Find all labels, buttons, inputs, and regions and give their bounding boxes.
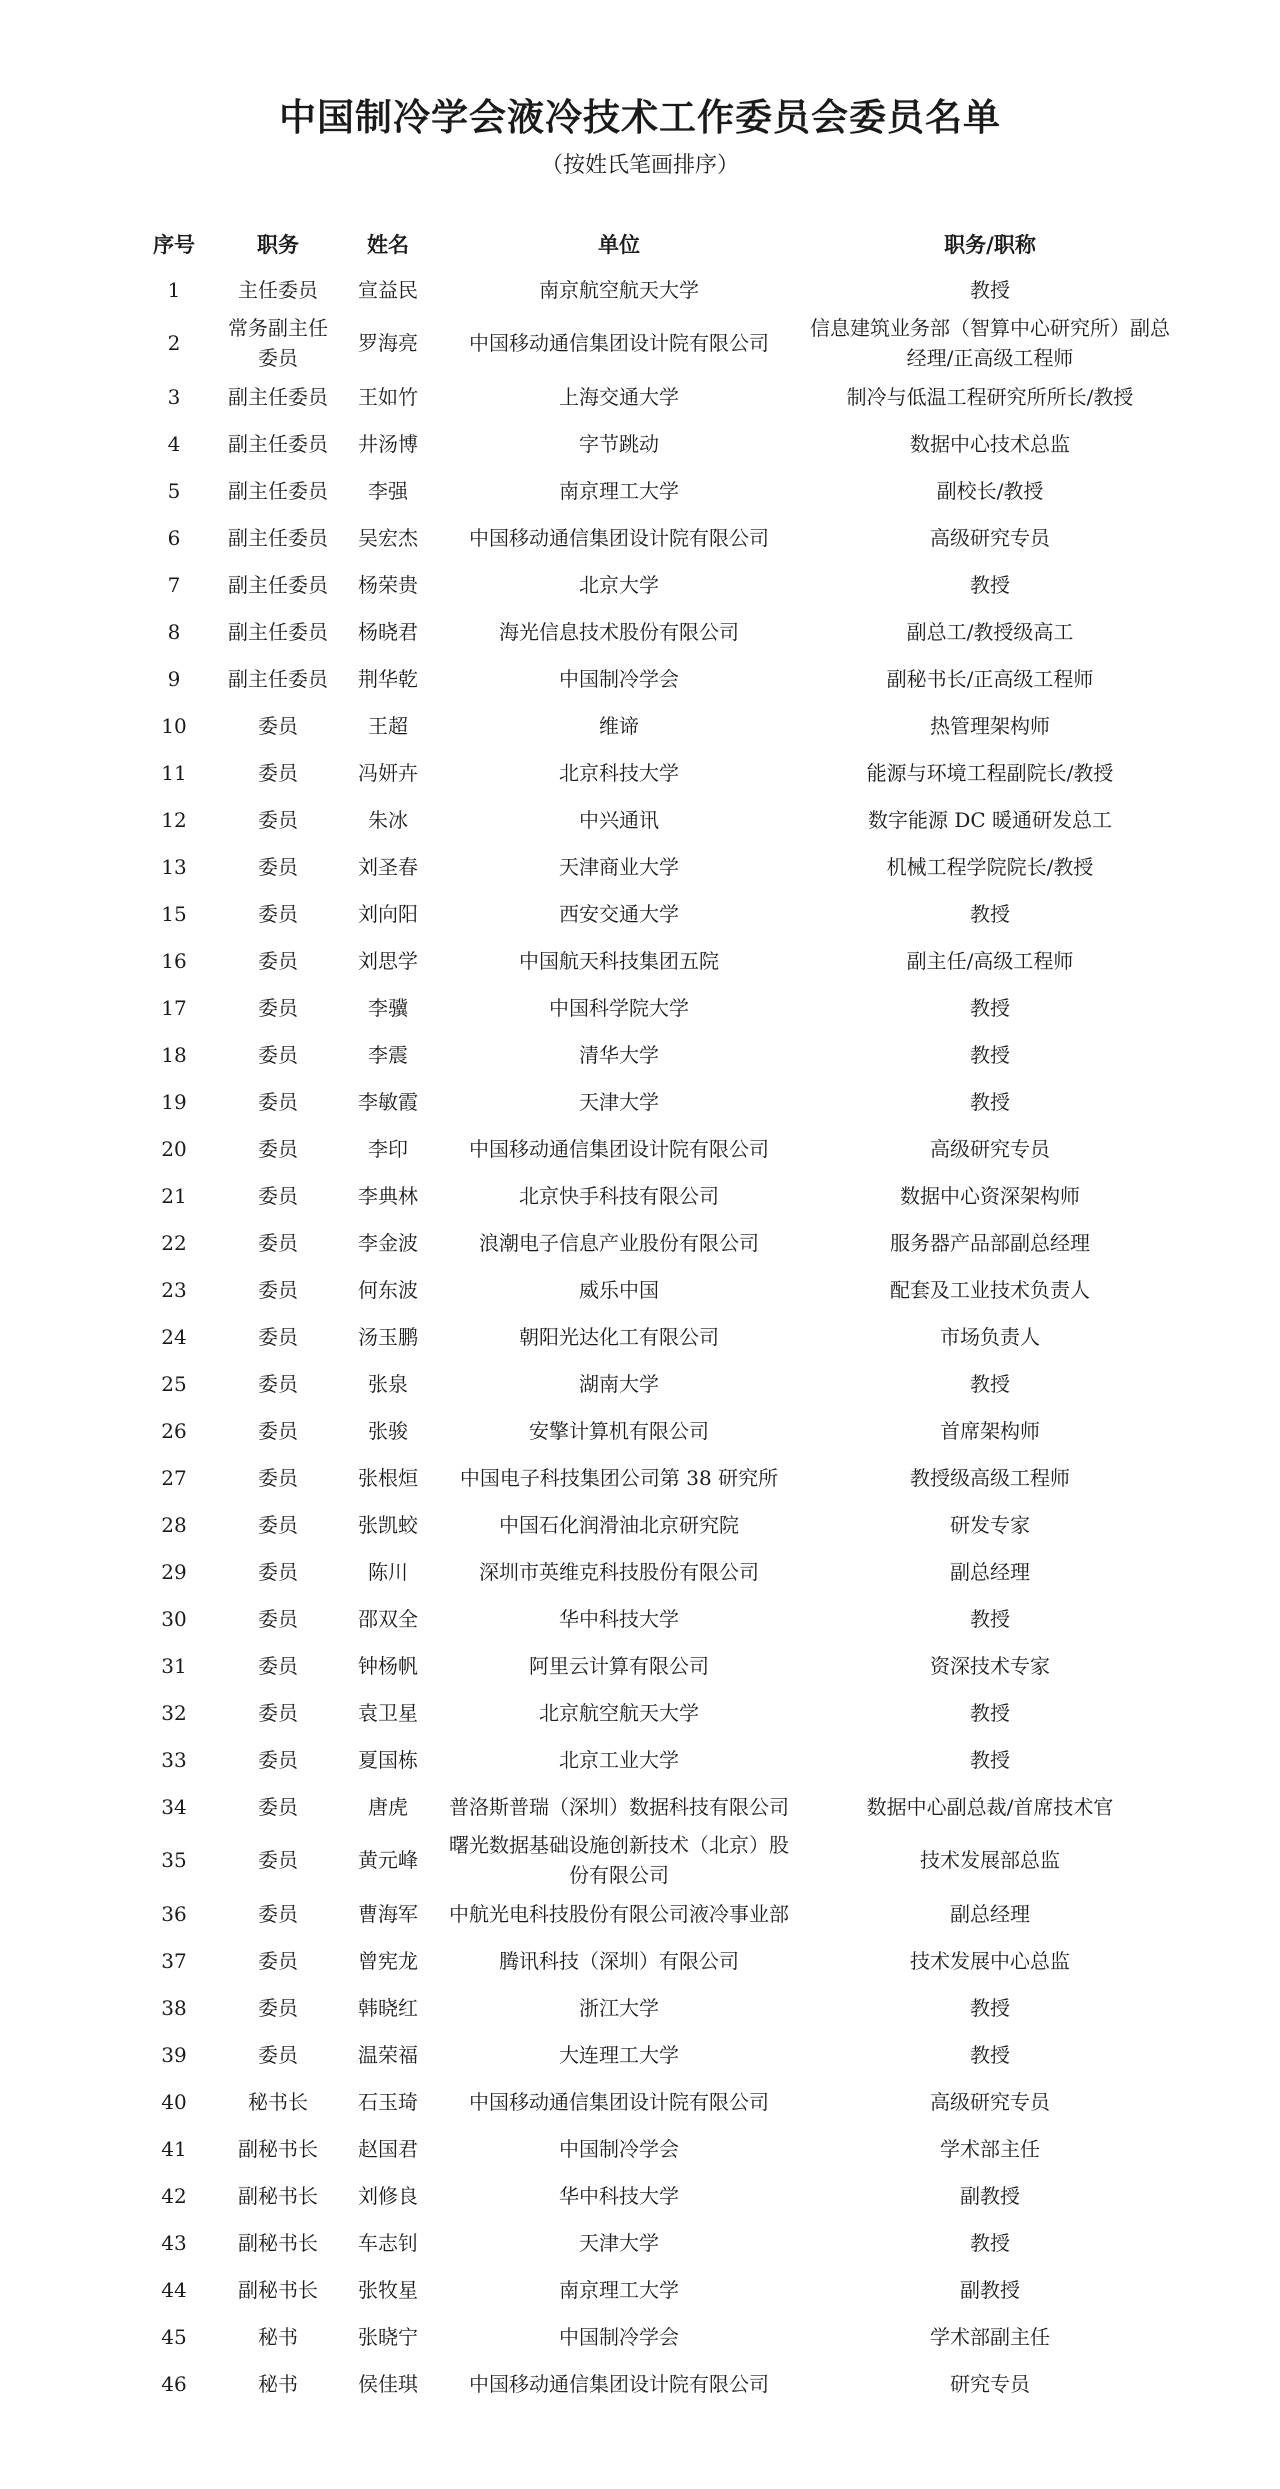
cell-job-title: 高级研究专员 xyxy=(930,2089,1050,2114)
cell-number: 17 xyxy=(161,995,187,1020)
cell-job-title: 信息建筑业务部（智算中心研究所）副总经理/正高级工程师 xyxy=(810,316,1170,370)
cell-organization: 阿里云计算有限公司 xyxy=(529,1653,709,1678)
cell-number: 44 xyxy=(161,2277,187,2302)
table-row xyxy=(130,1548,1180,1595)
cell-job-title: 副教授 xyxy=(960,2183,1020,2208)
cell-job-title: 技术发展中心总监 xyxy=(910,1948,1070,1973)
cell-name: 侯佳琪 xyxy=(358,2371,418,2396)
cell-position: 委员 xyxy=(258,1418,298,1443)
cell-position: 副主任委员 xyxy=(228,619,328,644)
cell-number: 42 xyxy=(161,2183,187,2208)
cell-number: 27 xyxy=(161,1465,187,1490)
table-row xyxy=(130,1595,1180,1642)
table-row xyxy=(130,1219,1180,1266)
cell-name: 何东波 xyxy=(358,1277,418,1302)
table-row xyxy=(130,1890,1180,1937)
cell-job-title: 数字能源 DC 暖通研发总工 xyxy=(867,807,1113,832)
cell-number: 6 xyxy=(167,525,181,550)
table-row xyxy=(130,890,1180,937)
cell-organization: 华中科技大学 xyxy=(559,1606,679,1631)
cell-organization: 中国移动通信集团设计院有限公司 xyxy=(469,331,769,355)
cell-position: 委员 xyxy=(258,1653,298,1678)
cell-job-title: 数据中心副总裁/首席技术官 xyxy=(866,1794,1114,1819)
cell-job-title: 教授 xyxy=(970,901,1010,926)
cell-job-title: 配套及工业技术负责人 xyxy=(890,1277,1090,1302)
cell-organization: 华中科技大学 xyxy=(559,2183,679,2208)
cell-position: 委员 xyxy=(258,2042,298,2067)
cell-organization: 中兴通讯 xyxy=(579,807,659,832)
table-row xyxy=(130,373,1180,420)
member-table xyxy=(130,222,1180,2407)
cell-number: 11 xyxy=(161,760,187,785)
cell-job-title: 教授 xyxy=(970,572,1010,597)
cell-name: 袁卫星 xyxy=(358,1700,418,1725)
cell-name: 李震 xyxy=(368,1042,408,1067)
table-row xyxy=(130,2078,1180,2125)
cell-number: 38 xyxy=(161,1995,187,2020)
cell-name: 温荣福 xyxy=(358,2042,418,2067)
cell-name: 李敏霞 xyxy=(358,1089,418,1114)
cell-organization: 字节跳动 xyxy=(579,431,659,456)
cell-name: 黄元峰 xyxy=(358,1848,418,1872)
cell-job-title: 高级研究专员 xyxy=(930,525,1050,550)
cell-organization: 中国制冷学会 xyxy=(559,2324,679,2349)
cell-position: 委员 xyxy=(258,1948,298,1973)
cell-number: 9 xyxy=(167,666,181,691)
cell-number: 18 xyxy=(161,1042,187,1067)
table-row xyxy=(130,467,1180,514)
table-row xyxy=(130,2360,1180,2407)
column-header-number: 序号 xyxy=(153,232,195,257)
cell-name: 张晓宁 xyxy=(358,2324,418,2349)
cell-name: 邵双全 xyxy=(358,1606,418,1631)
cell-organization: 朝阳光达化工有限公司 xyxy=(519,1324,719,1349)
cell-job-title: 数据中心资深架构师 xyxy=(900,1183,1080,1208)
cell-number: 20 xyxy=(161,1136,187,1161)
cell-organization: 中航光电科技股份有限公司液冷事业部 xyxy=(449,1901,789,1926)
cell-number: 15 xyxy=(161,901,187,926)
cell-number: 24 xyxy=(161,1324,187,1349)
cell-position: 委员 xyxy=(258,1559,298,1584)
cell-position: 副主任委员 xyxy=(228,384,328,409)
cell-job-title: 服务器产品部副总经理 xyxy=(890,1230,1090,1255)
cell-name: 杨晓君 xyxy=(358,619,418,644)
cell-organization: 天津商业大学 xyxy=(559,854,679,879)
cell-organization: 北京大学 xyxy=(579,572,659,597)
cell-position: 委员 xyxy=(258,1136,298,1161)
table-row xyxy=(130,984,1180,1031)
cell-organization: 中国科学院大学 xyxy=(549,995,689,1020)
cell-position: 副秘书长 xyxy=(238,2183,318,2208)
cell-name: 曹海军 xyxy=(358,1901,418,1926)
cell-organization: 浪潮电子信息产业股份有限公司 xyxy=(479,1230,759,1255)
cell-job-title: 研发专家 xyxy=(950,1512,1030,1537)
table-row xyxy=(130,1172,1180,1219)
cell-organization: 天津大学 xyxy=(579,1089,659,1114)
column-header-position: 职务 xyxy=(257,232,299,257)
cell-name: 李金波 xyxy=(358,1230,418,1255)
cell-name: 罗海亮 xyxy=(358,331,418,355)
cell-position: 委员 xyxy=(258,1371,298,1396)
cell-job-title: 教授 xyxy=(970,2230,1010,2255)
cell-number: 1 xyxy=(167,277,181,302)
cell-number: 40 xyxy=(161,2089,187,2114)
cell-organization: 北京科技大学 xyxy=(559,760,679,785)
cell-job-title: 副秘书长/正高级工程师 xyxy=(886,666,1094,691)
table-row xyxy=(130,2219,1180,2266)
cell-organization: 南京理工大学 xyxy=(559,478,679,503)
cell-position: 委员 xyxy=(258,1512,298,1537)
cell-position: 副秘书长 xyxy=(238,2230,318,2255)
cell-job-title: 教授 xyxy=(970,1042,1010,1067)
table-row xyxy=(130,1984,1180,2031)
cell-position: 委员 xyxy=(258,807,298,832)
cell-organization: 腾讯科技（深圳）有限公司 xyxy=(499,1948,739,1973)
cell-organization: 大连理工大学 xyxy=(559,2042,679,2067)
cell-name: 李印 xyxy=(368,1136,408,1161)
cell-job-title: 教授 xyxy=(970,1089,1010,1114)
cell-name: 王超 xyxy=(368,713,408,738)
cell-name: 张骏 xyxy=(368,1418,408,1443)
cell-name: 刘思学 xyxy=(358,948,418,973)
cell-organization: 中国电子科技集团公司第 38 研究所 xyxy=(459,1465,779,1490)
cell-job-title: 高级研究专员 xyxy=(930,1136,1050,1161)
cell-position: 委员 xyxy=(258,1183,298,1208)
cell-name: 荆华乾 xyxy=(358,666,418,691)
cell-number: 5 xyxy=(167,478,181,503)
cell-job-title: 机械工程学院院长/教授 xyxy=(886,854,1094,879)
cell-position: 副主任委员 xyxy=(228,666,328,691)
cell-number: 22 xyxy=(161,1230,187,1255)
cell-position: 副主任委员 xyxy=(228,478,328,503)
cell-name: 朱冰 xyxy=(368,807,408,832)
table-row xyxy=(130,796,1180,843)
cell-organization: 深圳市英维克科技股份有限公司 xyxy=(479,1559,759,1584)
cell-position: 委员 xyxy=(258,1700,298,1725)
cell-number: 28 xyxy=(161,1512,187,1537)
column-header-job-title: 职务/职称 xyxy=(944,232,1036,257)
table-row xyxy=(130,1783,1180,1830)
table-row xyxy=(130,561,1180,608)
cell-position: 委员 xyxy=(258,1042,298,1067)
table-row xyxy=(130,313,1180,373)
column-header-name: 姓名 xyxy=(367,232,409,257)
cell-position: 委员 xyxy=(258,901,298,926)
cell-name: 张根烜 xyxy=(358,1465,418,1490)
cell-name: 夏国栋 xyxy=(358,1747,418,1772)
cell-job-title: 副教授 xyxy=(960,2277,1020,2302)
cell-organization: 浙江大学 xyxy=(579,1995,659,2020)
cell-number: 33 xyxy=(161,1747,187,1772)
cell-position: 副主任委员 xyxy=(228,431,328,456)
cell-job-title: 能源与环境工程副院长/教授 xyxy=(866,760,1114,785)
table-header-row xyxy=(130,222,1180,266)
cell-organization: 北京工业大学 xyxy=(559,1747,679,1772)
cell-position: 委员 xyxy=(258,1606,298,1631)
page-subtitle: （按姓氏笔画排序） xyxy=(540,153,739,178)
cell-organization: 中国制冷学会 xyxy=(559,2136,679,2161)
cell-number: 34 xyxy=(161,1794,187,1819)
cell-job-title: 副校长/教授 xyxy=(936,478,1044,503)
cell-name: 赵国君 xyxy=(358,2136,418,2161)
table-row xyxy=(130,1360,1180,1407)
cell-job-title: 教授级高级工程师 xyxy=(910,1465,1070,1490)
table-row xyxy=(130,937,1180,984)
cell-organization: 北京航空航天大学 xyxy=(539,1700,699,1725)
cell-position: 副主任委员 xyxy=(228,572,328,597)
cell-job-title: 副总经理 xyxy=(950,1559,1030,1584)
cell-number: 32 xyxy=(161,1700,187,1725)
cell-organization: 湖南大学 xyxy=(579,1371,659,1396)
cell-job-title: 教授 xyxy=(970,1747,1010,1772)
cell-number: 12 xyxy=(161,807,187,832)
cell-name: 冯妍卉 xyxy=(358,760,418,785)
cell-name: 钟杨帆 xyxy=(358,1653,418,1678)
cell-number: 10 xyxy=(161,713,187,738)
cell-name: 曾宪龙 xyxy=(358,1948,418,1973)
cell-name: 李典林 xyxy=(358,1183,418,1208)
cell-number: 37 xyxy=(161,1948,187,1973)
cell-organization: 曙光数据基础设施创新技术（北京）股份有限公司 xyxy=(449,1833,789,1887)
cell-position: 副主任委员 xyxy=(228,525,328,550)
cell-position: 委员 xyxy=(258,760,298,785)
cell-name: 韩晓红 xyxy=(358,1995,418,2020)
cell-number: 39 xyxy=(161,2042,187,2067)
table-row xyxy=(130,2172,1180,2219)
cell-organization: 天津大学 xyxy=(579,2230,659,2255)
cell-organization: 上海交通大学 xyxy=(559,384,679,409)
cell-number: 21 xyxy=(161,1183,187,1208)
cell-position: 委员 xyxy=(258,854,298,879)
cell-number: 7 xyxy=(167,572,181,597)
cell-organization: 普洛斯普瑞（深圳）数据科技有限公司 xyxy=(449,1794,789,1819)
cell-organization: 中国移动通信集团设计院有限公司 xyxy=(469,525,769,550)
cell-position: 委员 xyxy=(258,1277,298,1302)
cell-name: 张牧星 xyxy=(358,2277,418,2302)
cell-organization: 中国移动通信集团设计院有限公司 xyxy=(469,2371,769,2396)
cell-position: 秘书长 xyxy=(248,2089,308,2114)
table-row xyxy=(130,1501,1180,1548)
table-body xyxy=(130,266,1180,2407)
cell-job-title: 教授 xyxy=(970,995,1010,1020)
cell-job-title: 学术部副主任 xyxy=(930,2324,1050,2349)
cell-job-title: 制冷与低温工程研究所所长/教授 xyxy=(846,384,1134,409)
cell-position: 委员 xyxy=(258,1089,298,1114)
table-row xyxy=(130,608,1180,655)
cell-organization: 中国移动通信集团设计院有限公司 xyxy=(469,2089,769,2114)
cell-position: 委员 xyxy=(258,1324,298,1349)
cell-position: 副秘书长 xyxy=(238,2136,318,2161)
cell-job-title: 教授 xyxy=(970,1995,1010,2020)
cell-position: 委员 xyxy=(258,948,298,973)
cell-job-title: 研究专员 xyxy=(950,2371,1030,2396)
cell-organization: 中国制冷学会 xyxy=(559,666,679,691)
cell-number: 13 xyxy=(161,854,187,879)
cell-position: 委员 xyxy=(258,1848,298,1872)
cell-job-title: 市场负责人 xyxy=(940,1324,1040,1349)
cell-position: 委员 xyxy=(258,1465,298,1490)
cell-job-title: 首席架构师 xyxy=(940,1418,1040,1443)
cell-organization: 西安交通大学 xyxy=(559,901,679,926)
table-row xyxy=(130,420,1180,467)
table-row xyxy=(130,2266,1180,2313)
cell-number: 30 xyxy=(161,1606,187,1631)
cell-number: 2 xyxy=(167,331,181,355)
table-row xyxy=(130,1407,1180,1454)
table-row xyxy=(130,1078,1180,1125)
cell-name: 井汤博 xyxy=(358,431,418,456)
cell-job-title: 教授 xyxy=(970,1371,1010,1396)
cell-organization: 南京理工大学 xyxy=(559,2277,679,2302)
cell-name: 王如竹 xyxy=(358,384,418,409)
cell-job-title: 教授 xyxy=(970,1606,1010,1631)
cell-name: 杨荣贵 xyxy=(358,572,418,597)
cell-name: 刘修良 xyxy=(358,2183,418,2208)
cell-job-title: 热管理架构师 xyxy=(930,713,1050,738)
cell-name: 车志钊 xyxy=(358,2230,418,2255)
cell-position: 委员 xyxy=(258,1230,298,1255)
cell-position: 委员 xyxy=(258,1901,298,1926)
cell-number: 19 xyxy=(161,1089,187,1114)
cell-number: 46 xyxy=(161,2371,187,2396)
cell-name: 李骥 xyxy=(368,995,408,1020)
table-row xyxy=(130,1313,1180,1360)
cell-number: 41 xyxy=(161,2136,187,2161)
cell-organization: 威乐中国 xyxy=(579,1277,659,1302)
cell-organization: 清华大学 xyxy=(579,1042,659,1067)
table-row xyxy=(130,1937,1180,1984)
cell-organization: 维谛 xyxy=(599,713,639,738)
cell-position: 委员 xyxy=(258,1995,298,2020)
table-row xyxy=(130,2313,1180,2360)
cell-number: 29 xyxy=(161,1559,187,1584)
table-row xyxy=(130,655,1180,702)
cell-job-title: 教授 xyxy=(970,2042,1010,2067)
table-row xyxy=(130,1736,1180,1783)
table-row xyxy=(130,1689,1180,1736)
cell-number: 4 xyxy=(167,431,181,456)
cell-name: 宣益民 xyxy=(358,277,418,302)
cell-job-title: 副主任/高级工程师 xyxy=(906,948,1074,973)
cell-position: 常务副主任委员 xyxy=(228,316,328,370)
cell-number: 23 xyxy=(161,1277,187,1302)
cell-organization: 中国石化润滑油北京研究院 xyxy=(499,1512,739,1537)
cell-job-title: 资深技术专家 xyxy=(930,1653,1050,1678)
cell-job-title: 数据中心技术总监 xyxy=(910,431,1070,456)
cell-position: 秘书 xyxy=(258,2324,298,2349)
table-row xyxy=(130,1125,1180,1172)
cell-number: 36 xyxy=(161,1901,187,1926)
cell-name: 陈川 xyxy=(368,1559,408,1584)
cell-job-title: 学术部主任 xyxy=(940,2136,1040,2161)
cell-position: 委员 xyxy=(258,1747,298,1772)
page-title: 中国制冷学会液冷技术工作委员会委员名单 xyxy=(279,95,1001,139)
cell-name: 唐虎 xyxy=(368,1794,408,1819)
cell-number: 31 xyxy=(161,1653,187,1678)
table-row xyxy=(130,514,1180,561)
cell-organization: 安擎计算机有限公司 xyxy=(529,1418,709,1443)
cell-name: 汤玉鹏 xyxy=(358,1324,418,1349)
table-row xyxy=(130,702,1180,749)
cell-number: 8 xyxy=(167,619,181,644)
cell-position: 委员 xyxy=(258,1794,298,1819)
cell-name: 刘圣春 xyxy=(358,854,418,879)
cell-number: 25 xyxy=(161,1371,187,1396)
cell-number: 35 xyxy=(161,1848,187,1872)
table-row xyxy=(130,1642,1180,1689)
cell-name: 李强 xyxy=(368,478,408,503)
table-row xyxy=(130,2125,1180,2172)
cell-organization: 中国航天科技集团五院 xyxy=(519,948,719,973)
table-row xyxy=(130,2031,1180,2078)
cell-job-title: 副总经理 xyxy=(950,1901,1030,1926)
cell-position: 主任委员 xyxy=(238,277,318,302)
table-row xyxy=(130,843,1180,890)
cell-number: 3 xyxy=(167,384,181,409)
cell-name: 张凯蛟 xyxy=(358,1512,418,1537)
cell-organization: 中国移动通信集团设计院有限公司 xyxy=(469,1136,769,1161)
cell-name: 石玉琦 xyxy=(358,2089,418,2114)
cell-name: 刘向阳 xyxy=(358,901,418,926)
cell-position: 委员 xyxy=(258,995,298,1020)
cell-number: 45 xyxy=(161,2324,187,2349)
cell-number: 43 xyxy=(161,2230,187,2255)
table-row xyxy=(130,1266,1180,1313)
cell-number: 26 xyxy=(161,1418,187,1443)
table-row xyxy=(130,1031,1180,1078)
cell-organization: 海光信息技术股份有限公司 xyxy=(499,619,739,644)
cell-job-title: 副总工/教授级高工 xyxy=(906,619,1074,644)
cell-position: 委员 xyxy=(258,713,298,738)
cell-job-title: 教授 xyxy=(970,277,1010,302)
cell-position: 秘书 xyxy=(258,2371,298,2396)
column-header-organization: 单位 xyxy=(598,232,640,257)
table-row xyxy=(130,266,1180,313)
cell-job-title: 教授 xyxy=(970,1700,1010,1725)
table-row xyxy=(130,749,1180,796)
table-row xyxy=(130,1454,1180,1501)
cell-organization: 南京航空航天大学 xyxy=(539,277,699,302)
table-row xyxy=(130,1830,1180,1890)
cell-position: 副秘书长 xyxy=(238,2277,318,2302)
cell-name: 张泉 xyxy=(368,1371,408,1396)
cell-job-title: 技术发展部总监 xyxy=(920,1848,1060,1872)
cell-organization: 北京快手科技有限公司 xyxy=(519,1183,719,1208)
cell-number: 16 xyxy=(161,948,187,973)
cell-name: 吴宏杰 xyxy=(358,525,418,550)
